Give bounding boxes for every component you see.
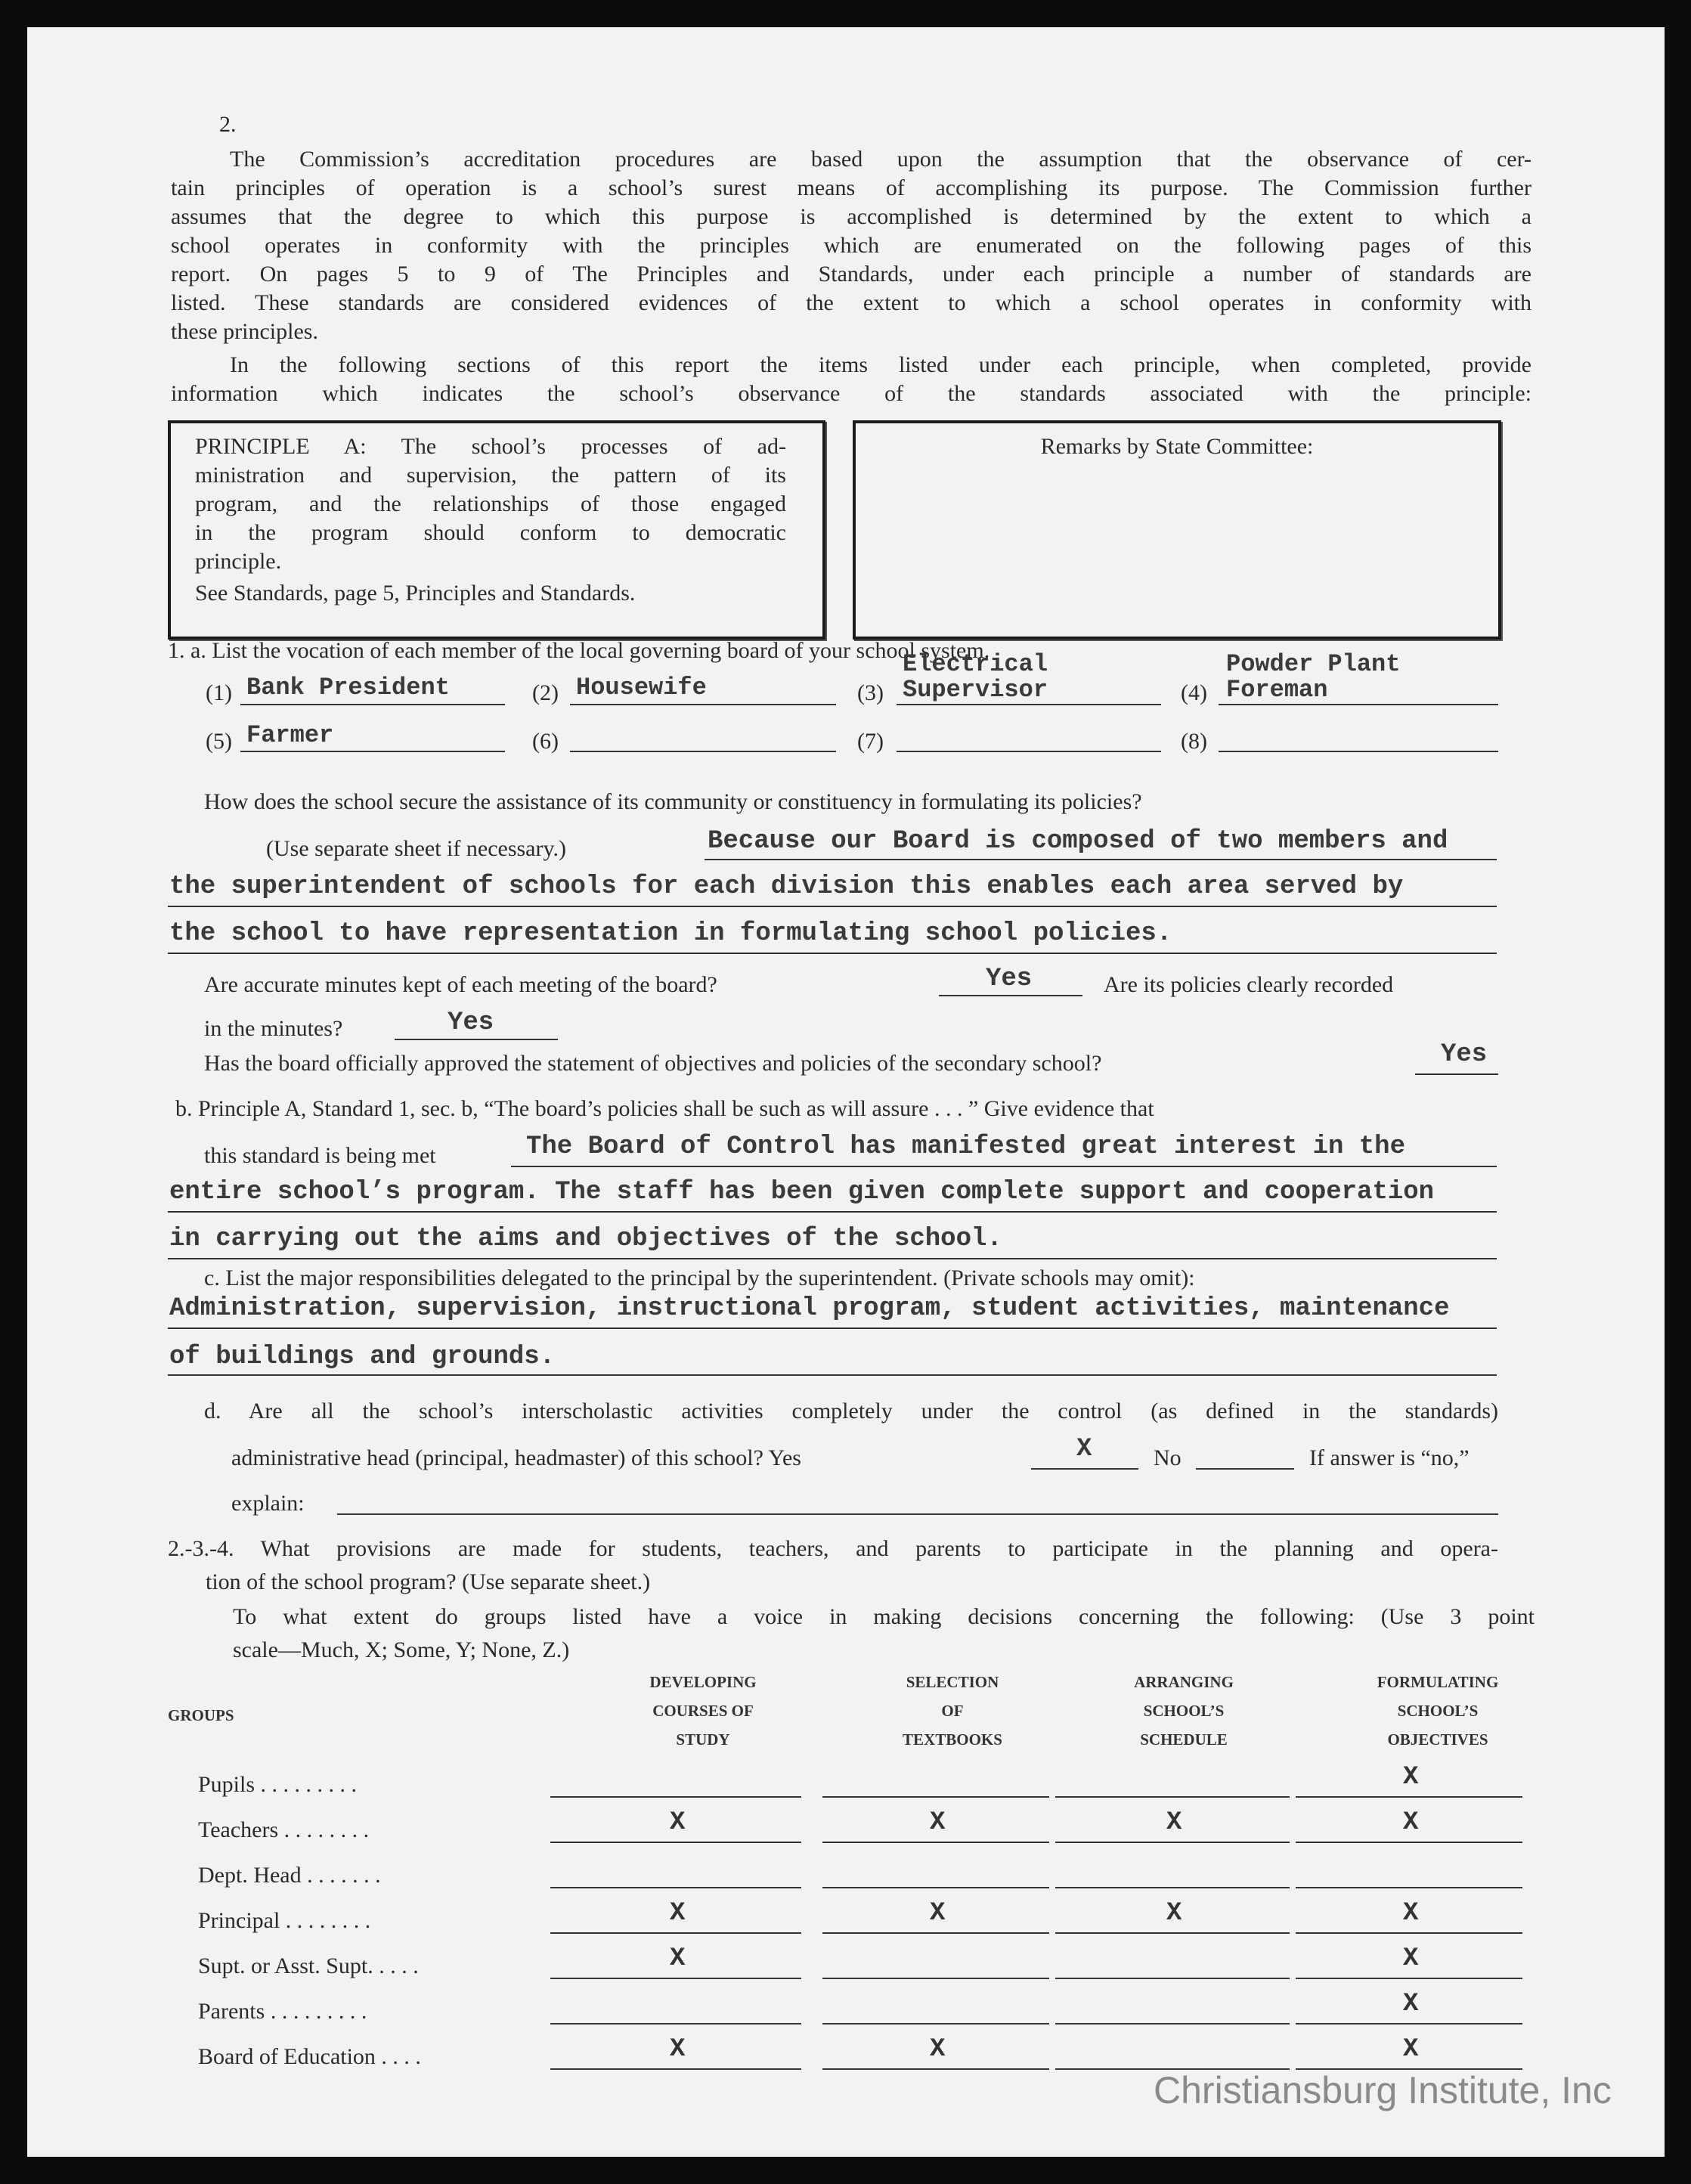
group-row-label: Parents . . . . . . . . .: [198, 1999, 367, 2024]
group-cell-line[interactable]: [1296, 1796, 1522, 1798]
group-cell-line[interactable]: [550, 1978, 801, 1979]
group-cell-line[interactable]: [822, 1932, 1049, 1934]
principle-line: program, and the relationships of those engaged: [195, 491, 786, 516]
member-vocation[interactable]: Bank President: [246, 674, 450, 702]
member-vocation[interactable]: Housewife: [576, 674, 707, 702]
group-row-label: Teachers . . . . . . . .: [198, 1817, 370, 1842]
remarks-label: Remarks by State Committee:: [1040, 434, 1314, 459]
group-cell-line[interactable]: [1055, 1796, 1290, 1798]
group-cell-line[interactable]: [550, 1842, 801, 1843]
answer-line: [1415, 1073, 1498, 1075]
policies-question: Are its policies clearly recorded: [1104, 972, 1394, 997]
approval-answer[interactable]: Yes: [1441, 1040, 1488, 1069]
intro-line: information which indicates the school’s observance of the standards associated with the principle:: [171, 381, 1532, 406]
group-cell-line[interactable]: [1296, 1842, 1522, 1843]
group-cell-line[interactable]: [1055, 2023, 1290, 2024]
group-cell-line[interactable]: [822, 1978, 1049, 1979]
intro-line: In the following sections of this report the items listed under each principle, when completed, provide: [230, 352, 1532, 377]
member-vocation[interactable]: Farmer: [246, 721, 334, 749]
column-header: DEVELOPING COURSES OF STUDY: [649, 1673, 757, 1749]
intro-paragraph-2: [171, 351, 1532, 408]
member-num: (3): [857, 680, 884, 705]
group-cell-mark[interactable]: X: [1403, 1763, 1419, 1792]
answer-line: [168, 1327, 1497, 1329]
member-line: [897, 751, 1161, 752]
group-cell-mark[interactable]: X: [670, 1808, 686, 1837]
member-num: (7): [857, 729, 884, 754]
intro-line: tain principles of operation is a school’s surest means of accomplishing its purpose. The Commission further: [171, 175, 1532, 200]
member-line: [1219, 751, 1498, 752]
group-cell-mark[interactable]: X: [1166, 1899, 1182, 1928]
remarks-box: [853, 420, 1501, 640]
group-row-label: Supt. or Asst. Supt. . . . .: [198, 1953, 419, 1978]
answer-line: [511, 1166, 1497, 1167]
member-line: [240, 751, 505, 752]
intro-paragraph: [171, 145, 1532, 346]
member-line: [570, 751, 836, 752]
no-label: No: [1154, 1445, 1182, 1470]
community-question: How does the school secure the assistance of its community or constituency in formulating its policies?: [204, 789, 1142, 814]
group-cell-line[interactable]: [1296, 1978, 1522, 1979]
group-cell-line[interactable]: [822, 1796, 1049, 1798]
answer-line: [168, 1211, 1497, 1213]
group-cell-line[interactable]: [1296, 1887, 1522, 1888]
group-cell-line[interactable]: [822, 1842, 1049, 1843]
principle-line: principle.: [195, 549, 282, 574]
q1c-answer-line[interactable]: of buildings and grounds.: [169, 1343, 556, 1371]
minutes-question: Are accurate minutes kept of each meeting of the board?: [204, 972, 717, 997]
group-cell-mark[interactable]: X: [930, 2035, 946, 2064]
q1b-answer-line[interactable]: The Board of Control has manifested great interest in the: [526, 1132, 1405, 1161]
principle-line: PRINCIPLE A: The school’s processes of ad-: [195, 434, 786, 459]
groups-header: GROUPS: [168, 1706, 234, 1724]
q1b-label-2: this standard is being met: [204, 1143, 436, 1168]
group-row-label: Board of Education . . . .: [198, 2044, 421, 2069]
q1c-label: c. List the major responsibilities delegated to the principal by the superintendent. (Private schools may omit):: [204, 1265, 1195, 1290]
answer-line: [705, 859, 1497, 860]
group-cell-mark[interactable]: X: [1166, 1808, 1182, 1837]
q234-line3: To what extent do groups listed have a voice in making decisions concerning the following: (Use 3 point: [233, 1604, 1535, 1629]
q1d-line2: administrative head (principal, headmaster) of this school? Yes: [231, 1445, 801, 1470]
policies-question-2: in the minutes?: [204, 1016, 343, 1041]
group-cell-mark[interactable]: X: [670, 2035, 686, 2064]
principle-line: in the program should conform to democratic: [195, 520, 786, 545]
community-answer-line[interactable]: Because our Board is composed of two members and: [708, 827, 1448, 856]
column-header: SELECTION OF TEXTBOOKS: [903, 1673, 1002, 1749]
q234-line1: 2.-3.-4. What provisions are made for students, teachers, and parents to participate in the planning and opera-: [168, 1536, 1498, 1561]
group-cell-mark[interactable]: X: [1403, 2035, 1419, 2064]
principle-box: [168, 420, 825, 640]
group-cell-line[interactable]: [550, 1796, 801, 1798]
group-cell-line[interactable]: [1296, 1932, 1522, 1934]
q234-line4: scale—Much, X; Some, Y; None, Z.): [233, 1637, 570, 1662]
q234-line2: tion of the school program? (Use separate sheet.): [206, 1569, 651, 1594]
q234-line1-wrap: [168, 1535, 1498, 1563]
group-cell-line[interactable]: [550, 2023, 801, 2024]
column-header: ARRANGING SCHOOL’S SCHEDULE: [1134, 1673, 1234, 1749]
group-row-label: Dept. Head . . . . . . .: [198, 1863, 381, 1888]
intro-line: assumes that the degree to which this purpose is accomplished is determined by the extent to which a: [171, 204, 1532, 229]
group-cell-line[interactable]: [822, 2023, 1049, 2024]
yes-mark[interactable]: X: [1076, 1435, 1092, 1464]
q1c-answer-line[interactable]: Administration, supervision, instructional program, student activities, maintenance: [169, 1294, 1450, 1323]
explain-line[interactable]: [337, 1513, 1498, 1515]
group-cell-mark[interactable]: X: [670, 1899, 686, 1928]
member-num: (5): [206, 729, 232, 754]
group-cell-line[interactable]: [1055, 1887, 1290, 1888]
answer-line: [168, 1374, 1497, 1376]
document-page: [27, 27, 1665, 2157]
column-header: FORMULATING SCHOOL’S OBJECTIVES: [1377, 1673, 1499, 1749]
q1b-label: b. Principle A, Standard 1, sec. b, “The board’s policies shall be such as will assure . . . ” Give evidence that: [175, 1096, 1154, 1121]
member-num: (8): [1181, 729, 1207, 754]
q1d-if-no: If answer is “no,”: [1309, 1445, 1470, 1470]
group-cell-mark[interactable]: X: [670, 1944, 686, 1973]
yes-line: [1031, 1468, 1138, 1470]
watermark: Christiansburg Institute, Inc: [1154, 2069, 1612, 2111]
explain-label: explain:: [231, 1491, 305, 1516]
group-cell-mark[interactable]: X: [1403, 1944, 1419, 1973]
intro-line: these principles.: [171, 319, 318, 344]
community-answer-line[interactable]: the school to have representation in formulating school policies.: [169, 919, 1172, 948]
q1a-label: 1. a. List the vocation of each member of the local governing board of your school system.: [168, 638, 990, 663]
group-cell-line[interactable]: [1296, 2023, 1522, 2024]
community-hint: (Use separate sheet if necessary.): [266, 836, 567, 861]
member-vocation[interactable]: Electrical Supervisor: [903, 650, 1048, 704]
group-cell-line[interactable]: [550, 2068, 801, 2070]
answer-line: [939, 995, 1082, 996]
group-cell-line[interactable]: [1055, 1978, 1290, 1979]
principle-see: See Standards, page 5, Principles and Standards.: [195, 581, 636, 606]
member-num: (6): [532, 729, 559, 754]
q1d-line1-wrap: [204, 1397, 1498, 1426]
q1b-answer-line[interactable]: entire school’s program. The staff has been given complete support and cooperation: [169, 1178, 1435, 1207]
approval-question: Has the board officially approved the statement of objectives and policies of the secondary school?: [204, 1051, 1102, 1076]
answer-line: [168, 1258, 1497, 1259]
q1d-line1: d. Are all the school’s interscholastic activities completely under the control (as defined in the standards): [204, 1399, 1498, 1423]
member-num: (4): [1181, 680, 1207, 705]
member-vocation[interactable]: Powder Plant Foreman: [1226, 650, 1401, 704]
intro-line: The Commission’s accreditation procedures are based upon the assumption that the observance of cer-: [230, 147, 1532, 172]
group-cell-mark[interactable]: X: [930, 1899, 946, 1928]
group-cell-line[interactable]: [1055, 1932, 1290, 1934]
member-line: [570, 704, 836, 705]
answer-line: [395, 1039, 558, 1040]
group-cell-mark[interactable]: X: [930, 1808, 946, 1837]
intro-line: report. On pages 5 to 9 of The Principles and Standards, under each principle a number of standards are: [171, 262, 1532, 287]
group-row-label: Principal . . . . . . . .: [198, 1908, 371, 1933]
group-cell-line[interactable]: [822, 2068, 1049, 2070]
page-number: 2.: [219, 112, 237, 137]
group-cell-mark[interactable]: X: [1403, 1899, 1419, 1928]
intro-line: school operates in conformity with the principles which are enumerated on the following pages of this: [171, 233, 1532, 258]
group-cell-line[interactable]: [550, 1887, 801, 1888]
group-row-label: Pupils . . . . . . . . .: [198, 1772, 358, 1797]
group-cell-line[interactable]: [1055, 1842, 1290, 1843]
group-cell-mark[interactable]: X: [1403, 1990, 1419, 2018]
group-cell-line[interactable]: [822, 1887, 1049, 1888]
minutes-answer[interactable]: Yes: [986, 965, 1033, 993]
policies-answer[interactable]: Yes: [448, 1008, 494, 1037]
principle-line: ministration and supervision, the pattern of its: [195, 463, 786, 488]
member-line: [897, 704, 1161, 705]
answer-line: [168, 953, 1497, 954]
group-cell-line[interactable]: [550, 1932, 801, 1934]
q234-line3-wrap: [233, 1603, 1535, 1631]
community-answer-line[interactable]: the superintendent of schools for each division this enables each area served by: [169, 872, 1404, 901]
member-line: [240, 704, 505, 705]
intro-line: listed. These standards are considered evidences of the extent to which a school operates in conformity with: [171, 290, 1532, 315]
member-num: (2): [532, 680, 559, 705]
no-line[interactable]: [1196, 1468, 1294, 1470]
answer-line: [168, 906, 1497, 907]
q1b-answer-line[interactable]: in carrying out the aims and objectives of the school.: [169, 1225, 1002, 1253]
member-num: (1): [206, 680, 232, 705]
member-line: [1219, 704, 1498, 705]
group-cell-mark[interactable]: X: [1403, 1808, 1419, 1837]
